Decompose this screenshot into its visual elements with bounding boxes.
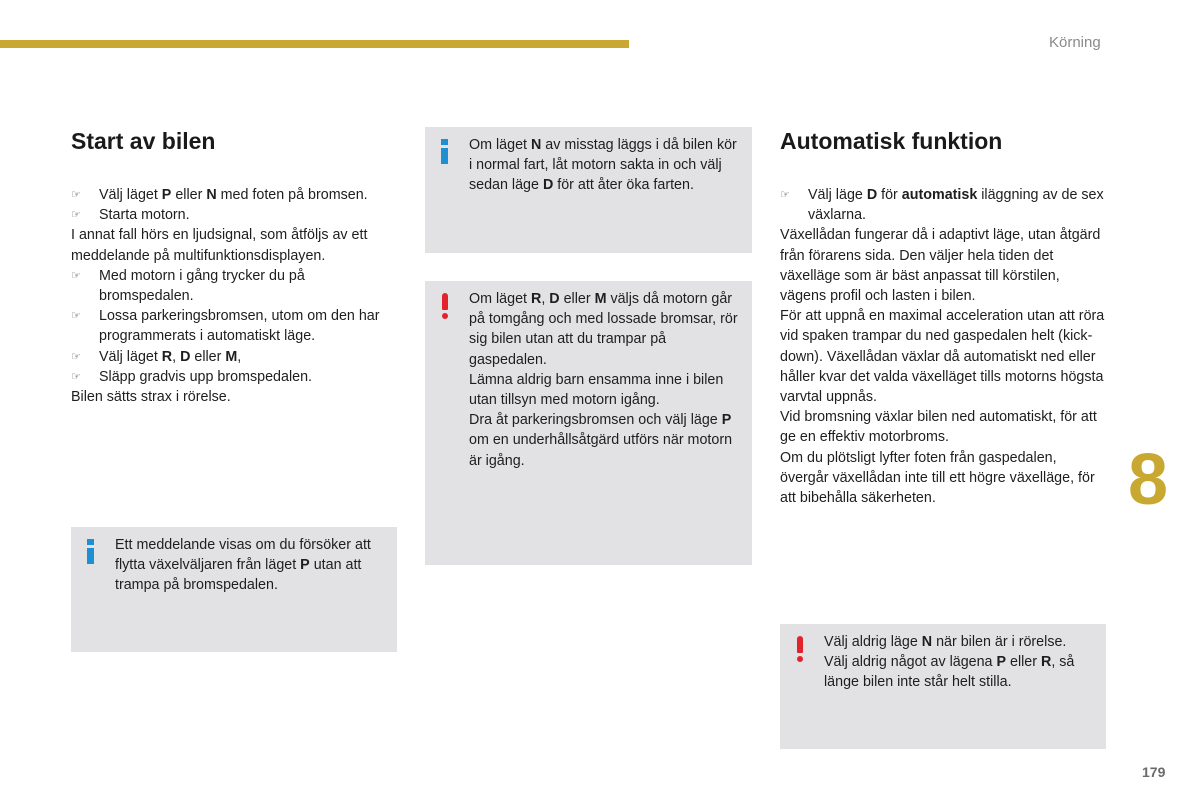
body-text: För att uppnå en maximal acceleration utan att röra vid spaken trampar du ned gaspedalen helt (kick-down). Växellådan växlar då automatiskt ned eller håller kvar det valda växelläget tills motorns högsta varvtal uppnås. xyxy=(780,308,1105,406)
paragraph: Välj aldrig läge N när bilen är i rörelse. xyxy=(824,634,1067,650)
body-text: Växellådan fungerar då i adaptivt läge, utan åtgärd från förarens sida. Den väljer hela tiden det växelläge som är bäst anpassat till körstilen, vägens profil och lasten i bilen. xyxy=(780,227,1101,305)
paragraph: Ett meddelande visas om du försöker att flytta växelväljaren från läget P utan att trampa på bromspedalen. xyxy=(115,537,371,594)
body-text: I annat fall hörs en ljudsignal, som åtföljs av ett meddelande på multifunktionsdisplayen. xyxy=(71,227,368,264)
paragraph: Välj aldrig något av lägena P eller R, så länge bilen inte står helt stilla. xyxy=(824,654,1075,691)
warning-box-idle xyxy=(425,281,752,565)
start-instructions xyxy=(71,185,396,407)
body-text: Bilen sätts strax i rörelse. xyxy=(71,389,231,406)
bullet-item: ☞ Släpp gradvis upp bromspedalen. xyxy=(71,367,396,387)
warning-box-text xyxy=(824,632,1096,693)
chapter-number: 8 xyxy=(1128,440,1169,520)
section-title: Körning xyxy=(1049,34,1101,51)
bullet-item: ☞ Välj läget P eller N med foten på bromsen. xyxy=(71,185,396,205)
body-text: Om du plötsligt lyfter foten från gaspedalen, övergår växellådan inte till ett högre växelläge, för att bibehålla säkerheten. xyxy=(780,449,1095,507)
info-box-text xyxy=(469,135,742,196)
header-accent-bar xyxy=(0,40,629,48)
warning-box-gear xyxy=(780,624,1106,749)
warning-icon xyxy=(794,636,806,662)
info-box-neutral xyxy=(425,127,752,253)
info-icon xyxy=(439,139,451,165)
info-icon xyxy=(85,539,97,565)
info-box-text xyxy=(115,535,387,596)
page-number: 179 xyxy=(1142,764,1166,780)
bullet-item: ☞ Starta motorn. xyxy=(71,205,396,225)
paragraph: Lämna aldrig barn ensamma inne i bilen utan tillsyn med motorn igång. xyxy=(469,371,724,409)
paragraph: Om läget R, D eller M väljs då motorn går på tomgång och med lossade bromsar, rör sig bilen utan att du trampar på gaspedalen. xyxy=(469,291,738,368)
bullet-item: ☞ Med motorn i gång trycker du på bromspedalen. xyxy=(71,266,396,306)
paragraph: Dra åt parkeringsbromsen och välj läge P om en underhållsåtgärd utförs när motorn är igång. xyxy=(469,412,733,469)
bullet-item: ☞ Välj läge D för automatisk iläggning av de sex växlarna. xyxy=(780,185,1106,225)
bullet-item: ☞ Lossa parkeringsbromsen, utom om den har programmerats i automatiskt läge. xyxy=(71,306,396,346)
info-box-shift-message xyxy=(71,527,397,652)
body-text: Vid bromsning växlar bilen ned automatiskt, för att ge en effektiv motorbroms. xyxy=(780,409,1097,446)
paragraph: Om läget N av misstag läggs i då bilen kör i normal fart, låt motorn sakta in och välj sedan läge D för att åter öka farten. xyxy=(469,137,737,194)
heading-start: Start av bilen xyxy=(71,128,216,154)
warning-icon xyxy=(439,293,451,319)
heading-automatic: Automatisk funktion xyxy=(780,128,1003,154)
automatic-instructions xyxy=(780,185,1106,508)
bullet-item: ☞ Välj läget R, D eller M, xyxy=(71,347,396,367)
warning-box-text xyxy=(469,289,742,471)
